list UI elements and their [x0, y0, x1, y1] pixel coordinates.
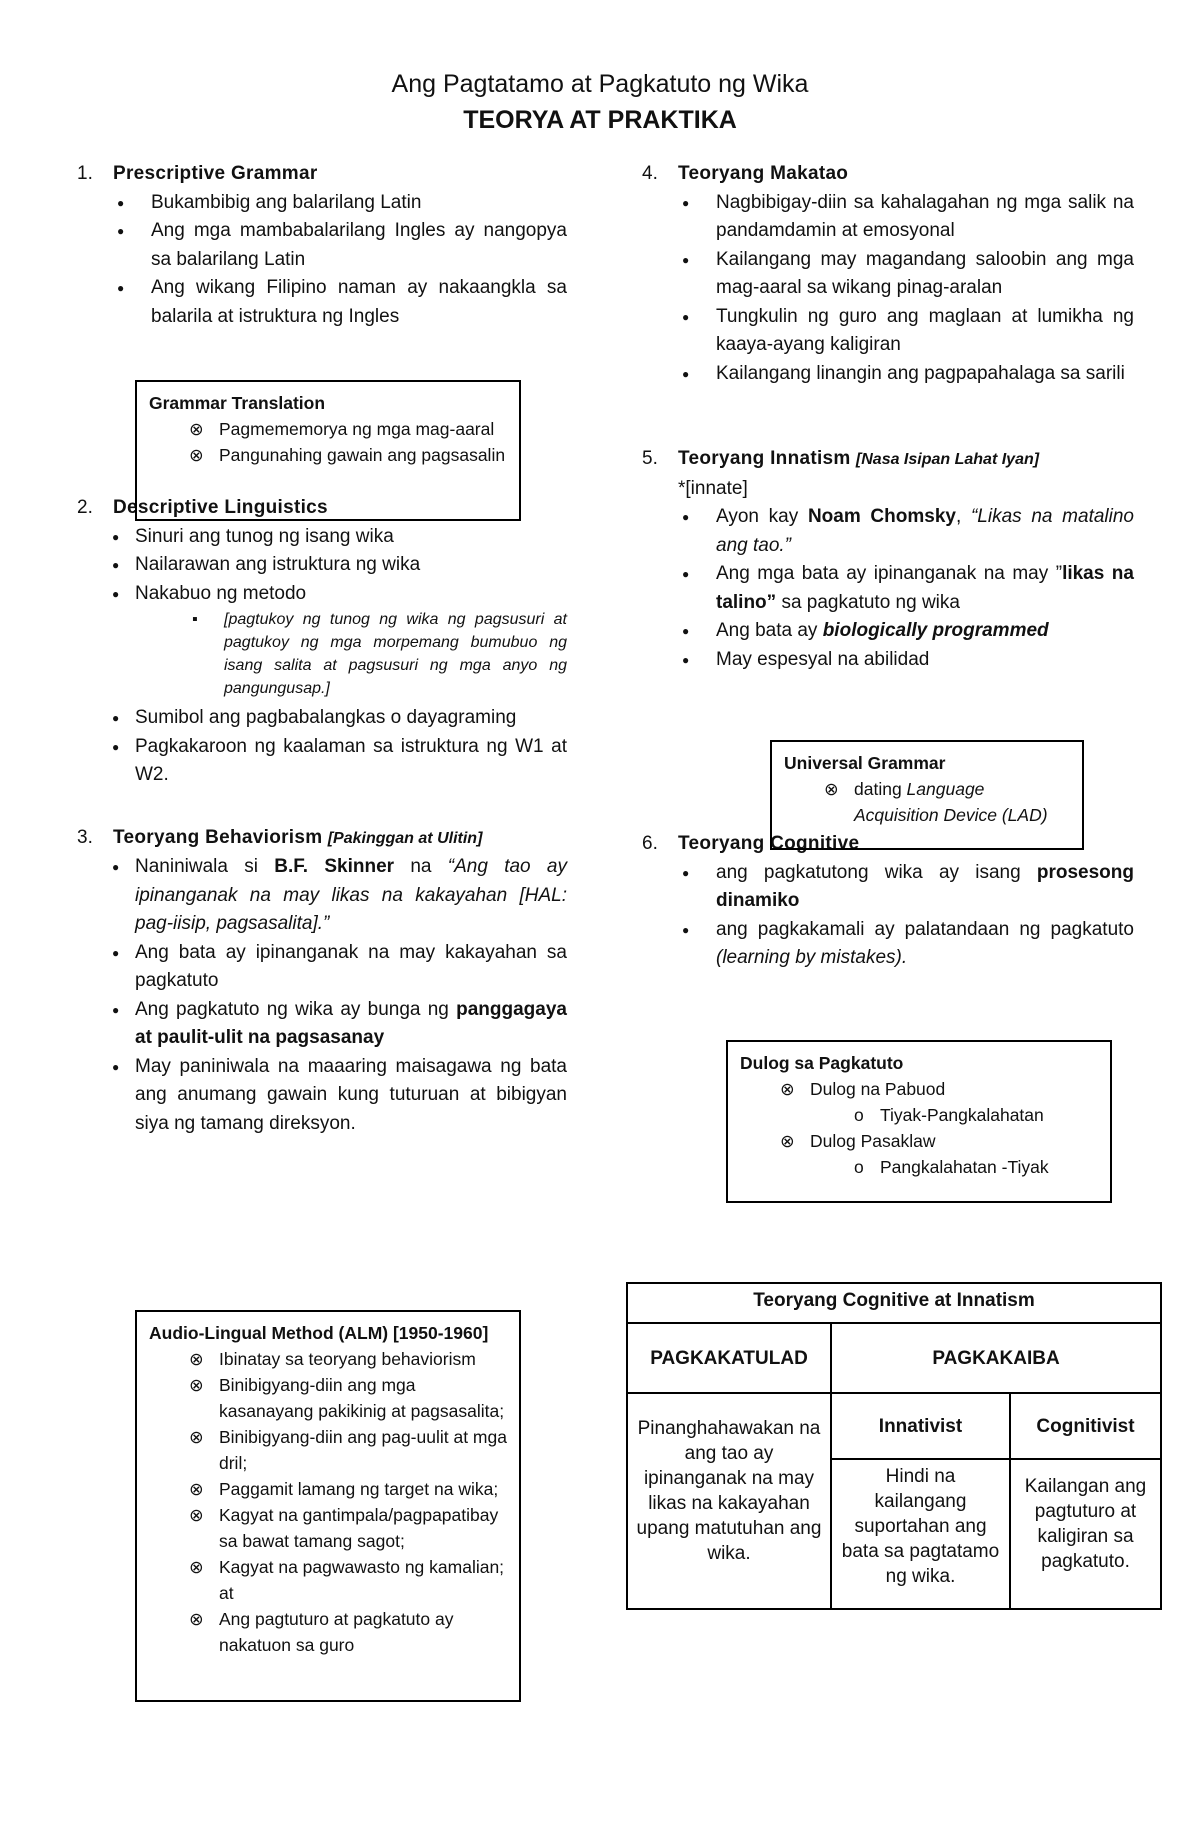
- list-item: ● May espesyal na abilidad: [678, 646, 1134, 675]
- table-subheader-innativist: Innativist: [831, 1393, 1010, 1459]
- grammar-translation-box: [135, 380, 521, 521]
- table-cell-innativist: Hindi na kailangang suportahan ang bata sa pagtatamo ng wika.: [831, 1459, 1010, 1609]
- quote: “Ang tao ay ipinanganak na may likas na kakayahan [HAL: pag-iisip, pagsasalita].”: [135, 856, 567, 934]
- text: Ang pagkatuto ng wika ay bunga ng: [135, 998, 457, 1020]
- section-heading: Teoryang Cognitive: [678, 833, 860, 854]
- box-list: [740, 1076, 1098, 1102]
- universal-grammar-box: [770, 740, 1084, 850]
- section-number: 1.: [77, 163, 93, 184]
- section-number: 4.: [642, 163, 658, 184]
- emphasis: (learning by mistakes).: [716, 947, 908, 968]
- box-list: [740, 1128, 1098, 1154]
- bullet-list: [77, 189, 567, 332]
- table-subheader-cognitivist: Cognitivist: [1010, 1393, 1161, 1459]
- list-item: [678, 560, 1134, 617]
- box-list: [784, 776, 1070, 828]
- quote: “Likas na matalino ang tao.”: [716, 506, 1134, 556]
- box-subitem: o Pangkalahatan -Tiyak: [880, 1154, 1098, 1180]
- section-number: 3.: [77, 826, 93, 848]
- emphasis: Language Acquisition Device (LAD): [854, 779, 1048, 825]
- table-cell-similarity: Pinanghahawakan na ang tao ay ipinanganak na may likas na kakayahan upang matutuhan ang wika.: [627, 1393, 831, 1609]
- list-item: [678, 859, 1134, 916]
- text: dating: [854, 779, 907, 799]
- box-list: [149, 416, 507, 468]
- comparison-table: [626, 1282, 1162, 1610]
- section-heading: Teoryang Innatism: [678, 448, 851, 469]
- box-subitem: o Tiyak-Pangkalahatan: [880, 1102, 1098, 1128]
- page-title: Ang Pagtatamo at Pagkatuto ng Wika: [391, 70, 809, 98]
- section-prescriptive-grammar: [77, 160, 567, 189]
- section-heading: Teoryang Behaviorism: [113, 826, 323, 848]
- page-subtitle: TEORYA AT PRAKTIKA: [463, 106, 737, 134]
- person-name: Noam Chomsky: [807, 506, 956, 527]
- list-item: ● May paniniwala na maaaring maisagawa ng bata ang anumang gawain kung tuturuan at bibigyan siya ng tamang direksyon.: [113, 1053, 567, 1139]
- list-item: ● Sumibol ang pagbabalangkas o dayagraming: [113, 704, 567, 733]
- bullet-list: [77, 523, 567, 609]
- section-behaviorism: [77, 824, 567, 854]
- sub-list: [77, 608, 567, 700]
- text: Ayon kay: [716, 506, 808, 527]
- text: na: [394, 856, 448, 877]
- section-tag: [Pakinggan at Ulitin]: [327, 829, 483, 847]
- text: sa pagkatuto ng wika: [776, 591, 960, 613]
- list-item: ● Nagbibigay-diin sa kahalagahan ng mga salik na pandamdamin at emosyonal: [678, 189, 1134, 246]
- box-item: [854, 776, 1070, 828]
- list-item: [678, 916, 1134, 973]
- bullet-list: [77, 704, 567, 790]
- text: ang pagkatutong wika ay isang: [716, 861, 1037, 883]
- list-item: [678, 503, 1134, 560]
- list-item: ● Kailangang linangin ang pagpapahalaga sa sarili: [678, 360, 1134, 389]
- box-title: Grammar Translation: [149, 393, 326, 413]
- list-item: [113, 853, 567, 939]
- bullet-list: [642, 503, 1134, 674]
- box-item: ⊗ Ang pagtuturo at pagkatuto ay nakatuon sa guro: [219, 1606, 507, 1658]
- text: Naniniwala si: [135, 856, 275, 877]
- text: ang pagkakamali ay palatandaan ng pagkatuto: [716, 918, 1134, 940]
- section-number: 2.: [77, 497, 93, 518]
- table-title: Teoryang Cognitive at Innatism: [627, 1283, 1161, 1323]
- dulog-sa-pagkatuto-box: [726, 1040, 1112, 1203]
- box-sublist: [740, 1102, 1098, 1128]
- section-makatao: [642, 160, 1134, 189]
- box-item: ⊗ Pagmememorya ng mga mag-aaral: [219, 416, 507, 442]
- box-item: ⊗ Dulog Pasaklaw: [810, 1128, 1098, 1154]
- left-column: [77, 160, 567, 1138]
- section-tag: [Nasa Isipan Lahat Iyan]: [855, 451, 1040, 468]
- right-column: [642, 160, 1134, 973]
- text: Ang bata ay: [716, 620, 823, 641]
- list-item: ● Nakabuo ng metodo: [113, 580, 567, 609]
- list-item: [113, 996, 567, 1053]
- audio-lingual-method-box: [135, 1310, 521, 1702]
- box-title: Audio-Lingual Method (ALM) [1950-1960]: [149, 1323, 489, 1343]
- emphasis: panggagaya at paulit-ulit na pagsasanay: [135, 998, 567, 1048]
- list-item: [678, 617, 1134, 646]
- section-heading: Descriptive Linguistics: [113, 497, 328, 518]
- box-item: ⊗ Binibigyang-diin ang pag-uulit at mga dril;: [219, 1424, 507, 1476]
- box-item: ⊗ Binibigyang-diin ang mga kasanayang pakikinig at pagsasalita;: [219, 1372, 507, 1424]
- box-sublist: [740, 1154, 1098, 1180]
- list-item: ● Nailarawan ang istruktura ng wika: [113, 551, 567, 580]
- list-item: ● Ang wikang Filipino naman ay nakaangkla sa balarila at istruktura ng Ingles: [113, 274, 567, 331]
- section-innatism: [642, 445, 1134, 503]
- box-title: Dulog sa Pagkatuto: [740, 1053, 904, 1073]
- box-item: ⊗ Pangunahing gawain ang pagsasalin: [219, 442, 507, 468]
- table-header-difference: PAGKAKAIBA: [831, 1323, 1161, 1393]
- box-title: Universal Grammar: [784, 753, 946, 773]
- section-number: 6.: [642, 833, 658, 854]
- table-cell-cognitivist: Kailangan ang pagtuturo at kaligiran sa pagkatuto.: [1010, 1459, 1161, 1609]
- text: ,: [955, 506, 971, 527]
- emphasis: biologically programmed: [822, 620, 1049, 641]
- section-number: 5.: [642, 448, 658, 469]
- emphasis: prosesong dinamiko: [716, 861, 1134, 911]
- box-item: ⊗ Ibinatay sa teoryang behaviorism: [219, 1346, 507, 1372]
- list-item: ● Sinuri ang tunog ng isang wika: [113, 523, 567, 552]
- list-item: ● Ang bata ay ipinanganak na may kakayahan sa pagkatuto: [113, 939, 567, 996]
- section-heading: Prescriptive Grammar: [113, 163, 318, 184]
- box-item: ⊗ Kagyat na pagwawasto ng kamalian; at: [219, 1554, 507, 1606]
- emphasis: likas na talino”: [716, 563, 1134, 613]
- text: Ang mga bata ay ipinanganak na may ”: [716, 563, 1063, 584]
- box-item: ⊗ Dulog na Pabuod: [810, 1076, 1098, 1102]
- bullet-list: [77, 853, 567, 1138]
- section-tag-innate: *[innate]: [678, 477, 748, 499]
- table-header-similarity: PAGKAKATULAD: [627, 1323, 831, 1393]
- bullet-list: [642, 189, 1134, 389]
- list-item: ● Bukambibig ang balarilang Latin: [113, 189, 567, 218]
- bullet-list: [642, 859, 1134, 973]
- box-list: [149, 1346, 507, 1658]
- list-item: ● Kailangang may magandang saloobin ang mga mag-aaral sa wikang pinag-aralan: [678, 246, 1134, 303]
- list-item: ● Tungkulin ng guro ang maglaan at lumikha ng kaaya-ayang kaligiran: [678, 303, 1134, 360]
- box-item: ⊗ Paggamit lamang ng target na wika;: [219, 1476, 507, 1502]
- person-name: B.F. Skinner: [274, 856, 395, 877]
- box-item: ⊗ Kagyat na gantimpala/pagpapatibay sa bawat tamang sagot;: [219, 1502, 507, 1554]
- list-item: ● Pagkakaroon ng kaalaman sa istruktura ng W1 at W2.: [113, 733, 567, 790]
- sub-list-item: ▪ [pagtukoy ng tunog ng wika ng pagsusuri at pagtukoy ng mga morpemang bumubuo ng isang salita at pagsusuri ng mga anyo ng pangungusap.]: [224, 608, 567, 700]
- section-heading: Teoryang Makatao: [678, 163, 849, 184]
- list-item: ● Ang mga mambabalarilang Ingles ay nangopya sa balarilang Latin: [113, 217, 567, 274]
